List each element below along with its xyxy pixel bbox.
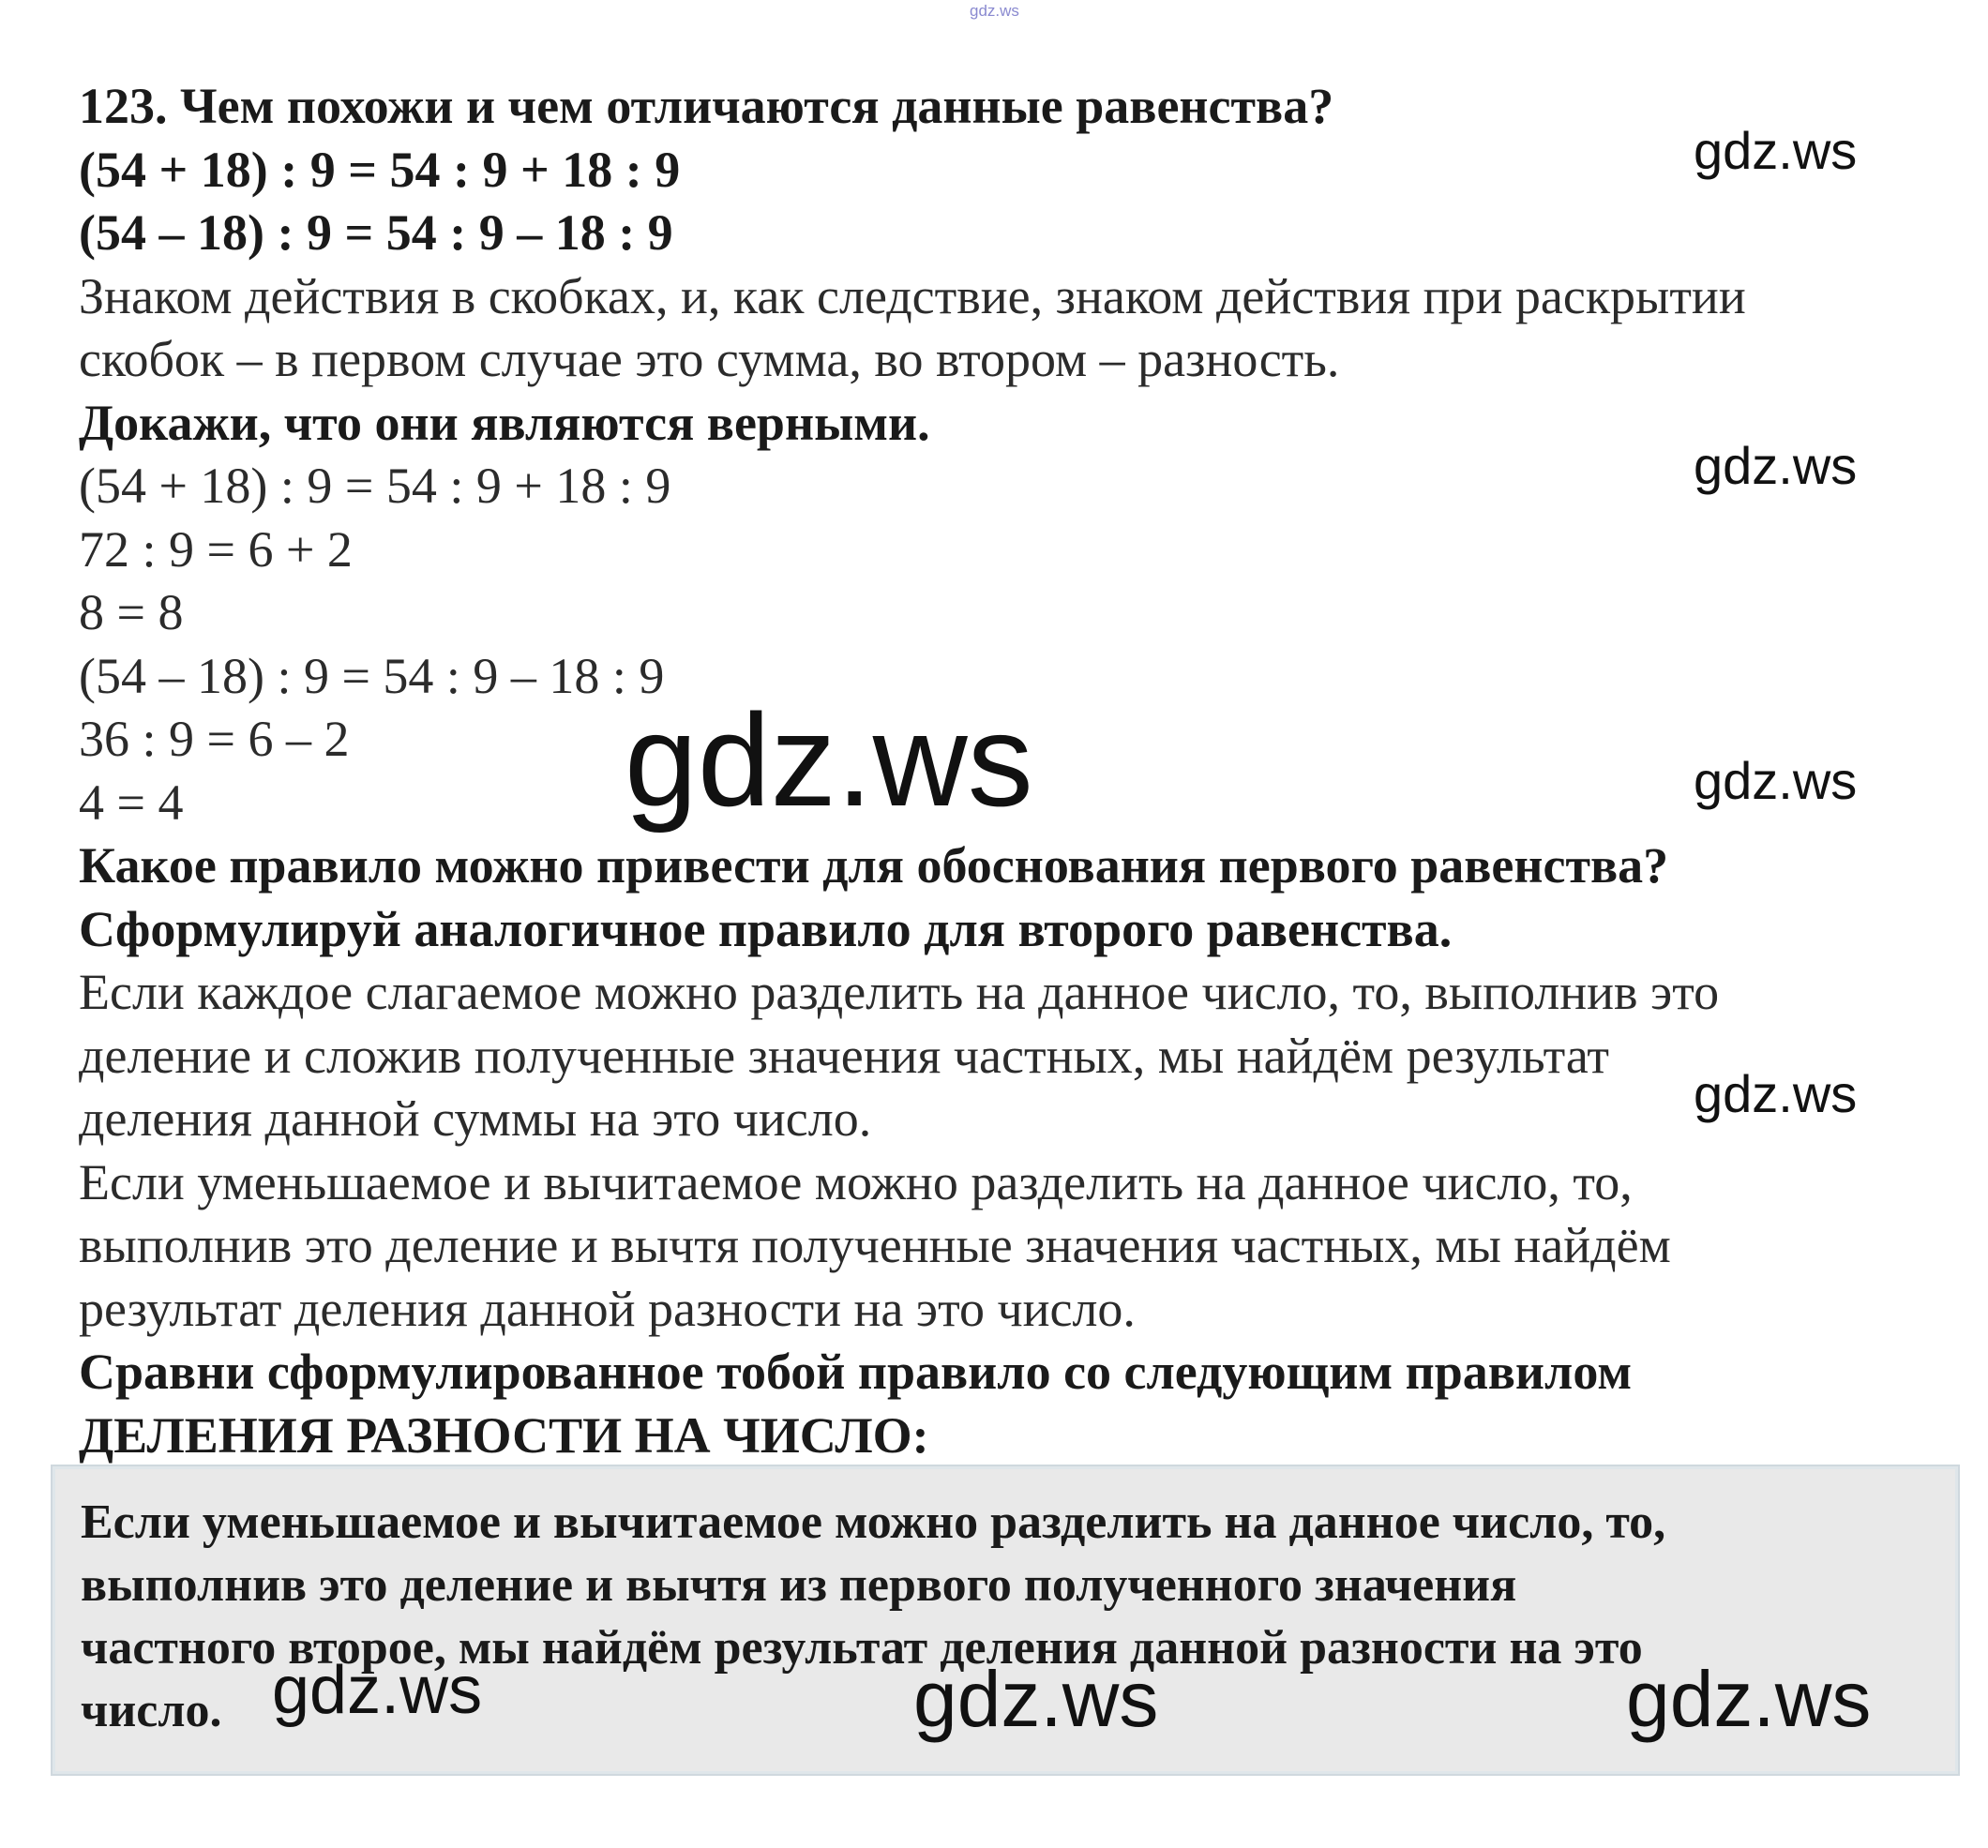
question-line: Сформулируй аналогичное правило для второго равенства. xyxy=(79,900,1453,957)
question-line: Какое правило можно привести для обоснования первого равенства? xyxy=(79,837,1669,894)
answer-line: выполнив это деление и вычтя полученные значения частных, мы найдём xyxy=(79,1217,1671,1273)
watermark: gdz.ws xyxy=(913,1655,1159,1743)
exercise-heading: 123. Чем похожи и чем отличаются данные равенства? xyxy=(79,78,1334,134)
watermark-large: gdz.ws xyxy=(625,686,1033,834)
answer-line: скобок – в первом случае это сумма, во втором – разность. xyxy=(79,331,1340,387)
watermark: gdz.ws xyxy=(1694,436,1858,495)
proof-line: (54 – 18) : 9 = 54 : 9 – 18 : 9 xyxy=(79,647,665,704)
rule-line: частного второе, мы найдём результат деления данной разности на это xyxy=(81,1621,1643,1675)
rule-line: Если уменьшаемое и вычитаемое можно разделить на данное число, то, xyxy=(81,1495,1666,1549)
answer-line: результат деления данной разности на это число. xyxy=(79,1280,1136,1337)
watermark: gdz.ws xyxy=(1694,121,1858,180)
proof-line: (54 + 18) : 9 = 54 : 9 + 18 : 9 xyxy=(79,458,671,514)
proof-line: 8 = 8 xyxy=(79,584,184,640)
proof-line: 72 : 9 = 6 + 2 xyxy=(79,520,353,578)
question-line: Сравни сформулированное тобой правило со следующим правилом xyxy=(79,1344,1633,1400)
answer-line: Если каждое слагаемое можно разделить на данное число, то, выполнив это xyxy=(79,964,1720,1020)
watermark: gdz.ws xyxy=(1694,1064,1858,1123)
watermark: gdz.ws xyxy=(1626,1655,1872,1743)
equation-line: (54 – 18) : 9 = 54 : 9 – 18 : 9 xyxy=(79,204,673,261)
answer-line: деление и сложив полученные значения частных, мы найдём результат xyxy=(79,1027,1609,1084)
site-mark-top: gdz.ws xyxy=(970,2,1019,20)
equation-line: (54 + 18) : 9 = 54 : 9 + 18 : 9 xyxy=(79,141,681,198)
proof-line: 4 = 4 xyxy=(79,774,184,831)
answer-line: деления данной суммы на это число. xyxy=(79,1090,872,1147)
rule-line: число. xyxy=(81,1684,222,1737)
proof-line: 36 : 9 = 6 – 2 xyxy=(79,711,350,767)
rule-title: ДЕЛЕНИЯ РАЗНОСТИ НА ЧИСЛО: xyxy=(79,1406,929,1464)
watermark: gdz.ws xyxy=(1694,751,1858,810)
rule-line: выполнив это деление и вычтя из первого полученного значения xyxy=(81,1558,1517,1612)
answer-line: Знаком действия в скобках, и, как следствие, знаком действия при раскрытии xyxy=(79,267,1746,324)
watermark: gdz.ws xyxy=(272,1653,483,1728)
question-line: Докажи, что они являются верными. xyxy=(79,394,930,451)
answer-line: Если уменьшаемое и вычитаемое можно разделить на данное число, то, xyxy=(79,1153,1633,1210)
